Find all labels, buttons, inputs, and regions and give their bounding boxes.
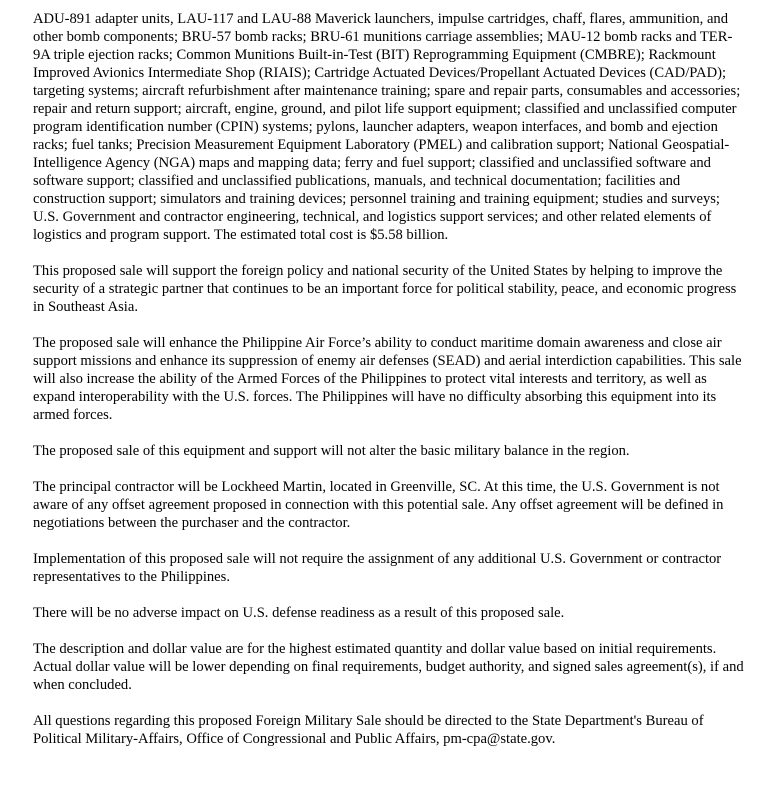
paragraph-contact: All questions regarding this proposed Foreign Military Sale should be directed to the State Department's Bureau of Political Military-Affairs, Office of Congressional and Public Affairs, pm-cpa@state.gov. [33, 713, 704, 747]
paragraph-foreign-policy: This proposed sale will support the foreign policy and national security of the United States by helping to improve the security of a strategic partner that continues to be an important force for political stability, peace, and economic progress in Southeast Asia. [33, 263, 737, 315]
paragraph-implementation: Implementation of this proposed sale will not require the assignment of any additional U.S. Government or contractor representatives to the Philippines. [33, 551, 722, 585]
paragraph-contractor: The principal contractor will be Lockheed Martin, located in Greenville, SC. At this time, the U.S. Government is not aware of any offset agreement proposed in connection with this potential sale. Any offset agreement will be defined in negotiations between the purchaser and the contractor. [33, 479, 724, 531]
paragraph-readiness: There will be no adverse impact on U.S. defense readiness as a result of this proposed sale. [33, 605, 565, 621]
document-page [33, 10, 745, 748]
paragraph-equipment-list: ADU-891 adapter units, LAU-117 and LAU-88 Maverick launchers, impulse cartridges, chaff, flares, ammunition, and other bomb components; BRU-57 bomb racks; BRU-61 munitions carriage assemblies; MAU-12 bomb racks and TER-9A triple ejection racks; Common Munitions Built-in-Test (BIT) Reprogramming Equipment (CMBRE); Rackmount Improved Avionics Intermediate Shop (RIAIS); Cartridge Actuated Devices/Propellant Actuated Devices (CAD/PAD); targeting systems; aircraft refurbishment after maintenance training; spare and repair parts, consumables and accessories; repair and return support; aircraft, engine, ground, and pilot life support equipment; classified and unclassified computer program identification number (CPIN) systems; pylons, launcher adapters, weapon interfaces, and bomb and ejection racks; fuel tanks; Precision Measurement Equipment Laboratory (PMEL) and calibration support; National Geospatial-Intelligence Agency (NGA) maps and mapping data; ferry and fuel support; classified and unclassified software and software support; classified and unclassified publications, manuals, and technical documentation; facilities and construction support; simulators and training devices; personnel training and training equipment; studies and surveys; U.S. Government and contractor engineering, technical, and logistics support services; and other related elements of logistics and program support. The estimated total cost is $5.58 billion. [33, 11, 741, 243]
paragraph-dollar-value: The description and dollar value are for the highest estimated quantity and dollar value based on initial requirements. Actual dollar value will be lower depending on final requirements, budget authority, and signed sales agreement(s), if and when concluded. [33, 641, 744, 693]
paragraph-military-balance: The proposed sale of this equipment and support will not alter the basic military balance in the region. [33, 443, 630, 459]
paragraph-capability: The proposed sale will enhance the Philippine Air Force’s ability to conduct maritime domain awareness and close air support missions and enhance its suppression of enemy air defenses (SEAD) and aerial interdiction capabilities. This sale will also increase the ability of the Armed Forces of the Philippines to protect vital interests and territory, as well as expand interoperability with the U.S. forces. The Philippines will have no difficulty absorbing this equipment into its armed forces. [33, 335, 742, 423]
